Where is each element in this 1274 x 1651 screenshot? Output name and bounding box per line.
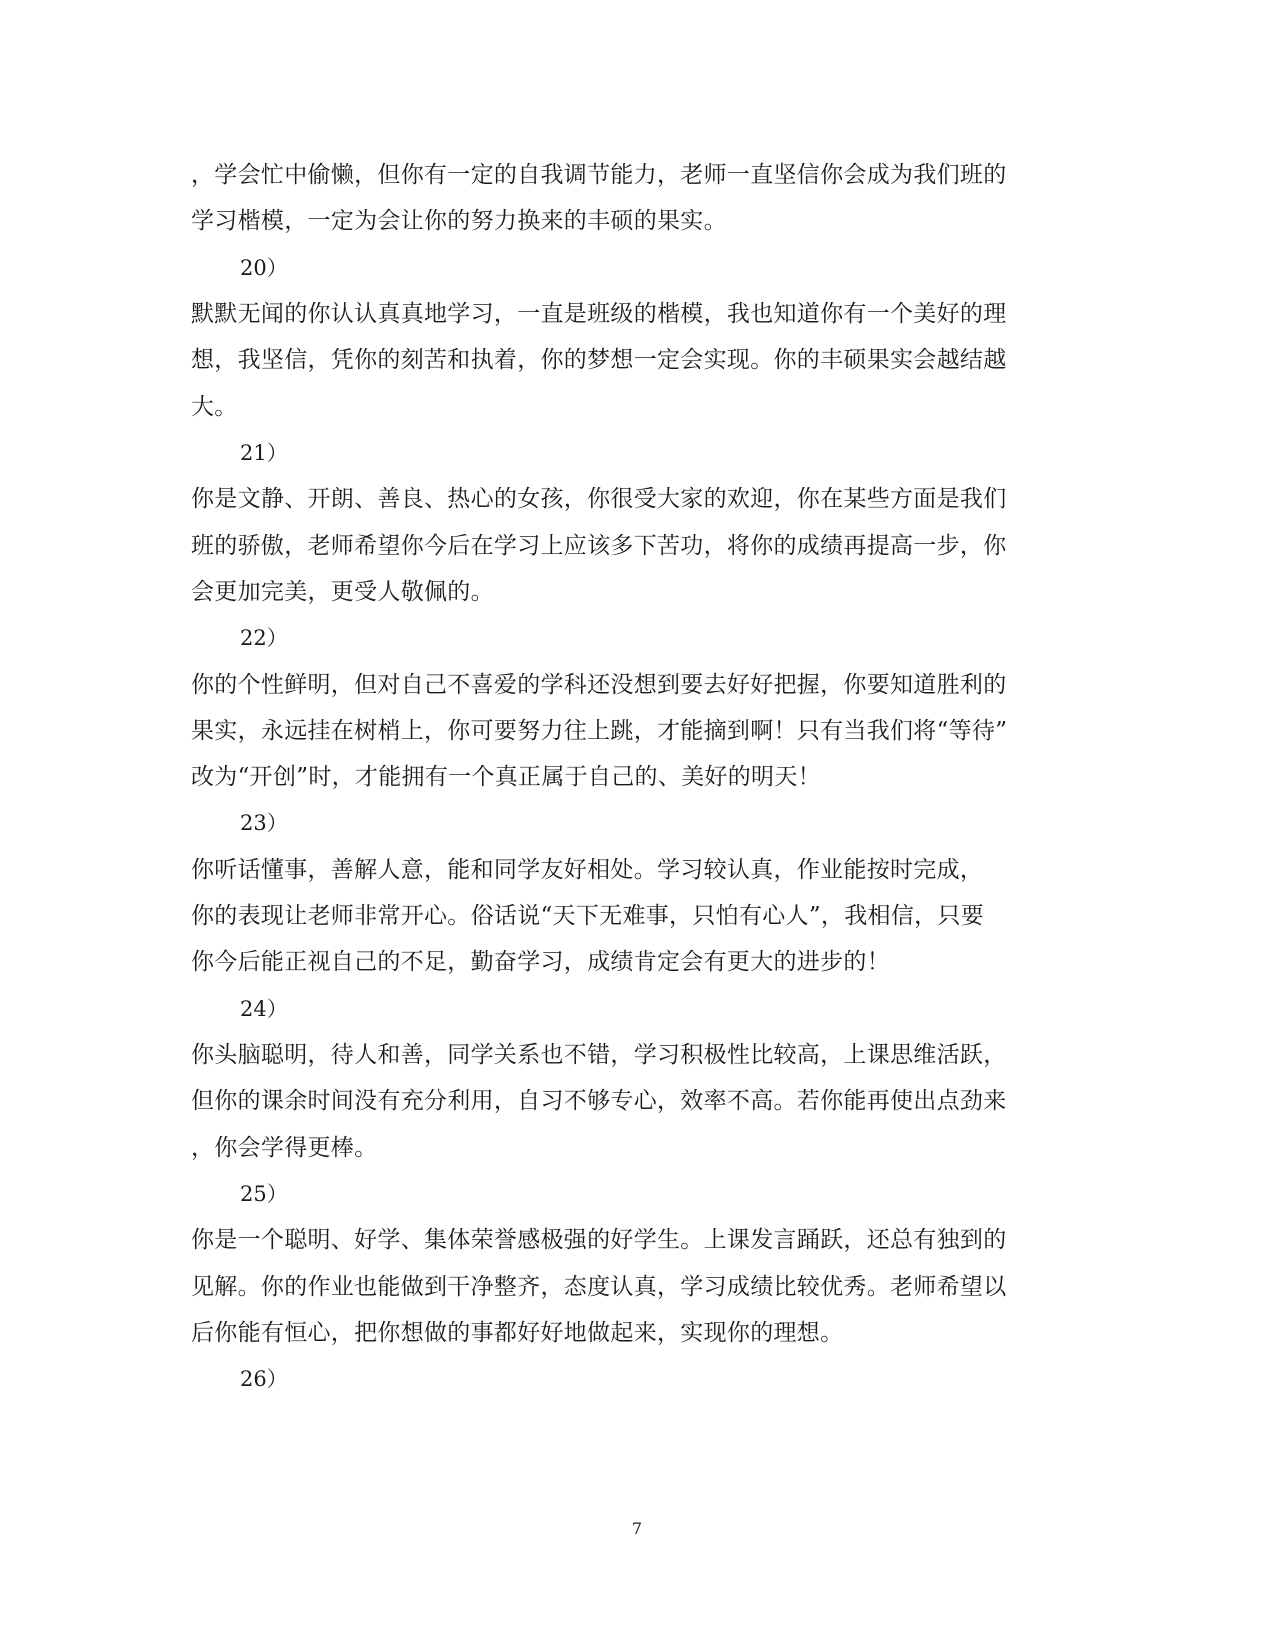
paragraph-line: 你是文静、开朗、善良、热心的女孩，你很受大家的欢迎，你在某些方面是我们 <box>191 486 1007 512</box>
paragraph-line: 大。 <box>191 394 238 420</box>
paragraph-line: 学习楷模，一定为会让你的努力换来的丰硕的果实。 <box>191 208 727 234</box>
paragraph-line: 你今后能正视自己的不足，勤奋学习，成绩肯定会有更大的进步的！ <box>191 949 890 975</box>
page-number: 7 <box>631 1519 643 1538</box>
entry-number: 24） <box>240 997 288 1021</box>
entry-number: 26） <box>240 1367 288 1391</box>
paragraph-line: 后你能有恒心，把你想做的事都好好地做起来，实现你的理想。 <box>191 1320 844 1346</box>
paragraph-line: ，学会忙中偷懒，但你有一定的自我调节能力，老师一直坚信你会成为我们班的 <box>191 162 1007 188</box>
paragraph-line: 班的骄傲，老师希望你今后在学习上应该多下苦功，将你的成绩再提高一步，你 <box>191 533 1007 559</box>
paragraph-line: 默默无闻的你认认真真地学习，一直是班级的楷模，我也知道你有一个美好的理 <box>191 301 1007 327</box>
paragraph-line: 会更加完美，更受人敬佩的。 <box>191 579 494 605</box>
entry-number: 20） <box>240 256 288 280</box>
entry-number: 21） <box>240 441 288 465</box>
entry-number: 23） <box>240 811 288 835</box>
paragraph-line: 想，我坚信，凭你的刻苦和执着，你的梦想一定会实现。你的丰硕果实会越结越 <box>191 347 1007 373</box>
entry-number: 25） <box>240 1182 288 1206</box>
paragraph-line: 但你的课余时间没有充分利用，自习不够专心，效率不高。若你能再使出点劲来 <box>191 1088 1007 1114</box>
paragraph-line: 你听话懂事，善解人意，能和同学友好相处。学习较认真，作业能按时完成， <box>191 857 984 883</box>
entry-number: 22） <box>240 626 288 650</box>
paragraph-line: 果实，永远挂在树梢上，你可要努力往上跳，才能摘到啊！只有当我们将“等待” <box>191 718 1008 744</box>
paragraph-line: ，你会学得更棒。 <box>191 1135 378 1161</box>
paragraph-line: 见解。你的作业也能做到干净整齐，态度认真，学习成绩比较优秀。老师希望以 <box>191 1274 1007 1300</box>
paragraph-line: 你头脑聪明，待人和善，同学关系也不错，学习积极性比较高，上课思维活跃， <box>191 1042 1007 1068</box>
paragraph-line: 你是一个聪明、好学、集体荣誉感极强的好学生。上课发言踊跃，还总有独到的 <box>191 1227 1007 1253</box>
paragraph-line: 你的个性鲜明，但对自己不喜爱的学科还没想到要去好好把握，你要知道胜利的 <box>191 672 1007 698</box>
paragraph-line: 你的表现让老师非常开心。俗话说“天下无难事，只怕有心人”，我相信，只要 <box>191 903 985 929</box>
paragraph-line: 改为“开创”时，才能拥有一个真正属于自己的、美好的明天！ <box>191 764 821 790</box>
